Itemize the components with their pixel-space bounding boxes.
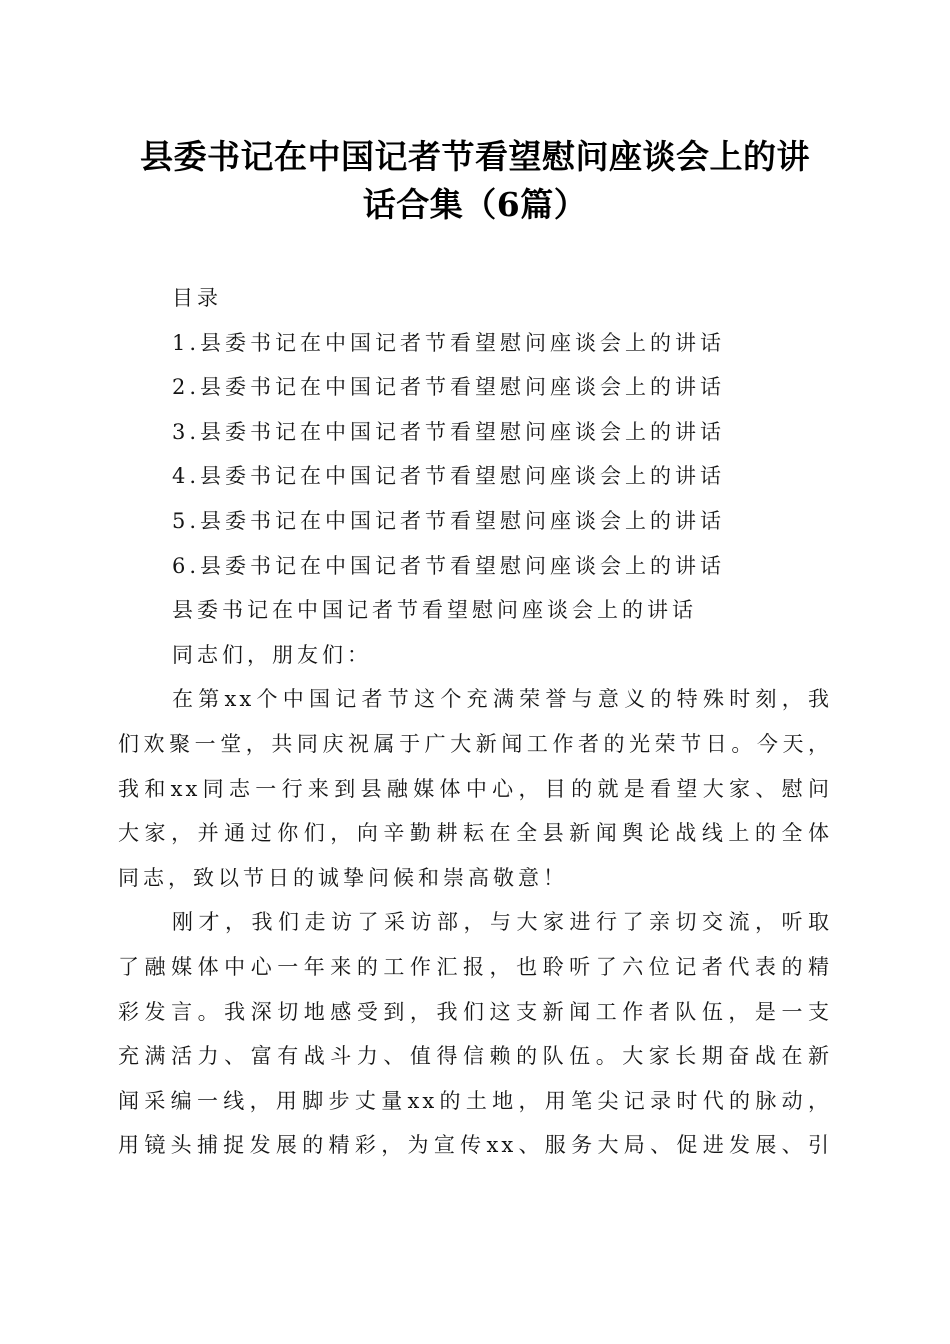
paragraph-line: 在第xx个中国记者节这个充满荣誉与意义的特殊时刻，我 (172, 687, 832, 712)
paragraph-line: 充满活力、富有战斗力、值得信赖的队伍。大家长期奋战在新 (118, 1044, 832, 1069)
toc-item-3: 3.县委书记在中国记者节看望慰问座谈会上的讲话 (172, 419, 726, 444)
paragraph-2 (118, 900, 832, 1168)
toc-item-6: 6.县委书记在中国记者节看望慰问座谈会上的讲话 (172, 553, 726, 578)
toc-item-1: 1.县委书记在中国记者节看望慰问座谈会上的讲话 (172, 330, 726, 355)
document-body (118, 276, 832, 1168)
document-title-line-1: 县委书记在中国记者节看望慰问座谈会上的讲 (140, 137, 810, 176)
paragraph-line: 用镜头捕捉发展的精彩，为宣传xx、服务大局、促进发展、引 (118, 1133, 832, 1158)
paragraph-1 (118, 677, 832, 900)
toc-item-5: 5.县委书记在中国记者节看望慰问座谈会上的讲话 (172, 508, 726, 533)
paragraph-line: 大家，并通过你们，向辛勤耕耘在全县新闻舆论战线上的全体 (118, 821, 832, 846)
paragraph-line: 闻采编一线，用脚步丈量xx的土地，用笔尖记录时代的脉动， (118, 1088, 832, 1113)
paragraph-line: 同志，致以节日的诚挚问候和崇高敬意！ (118, 865, 568, 890)
toc-heading: 目录 (172, 286, 222, 310)
document-title (118, 133, 832, 229)
speech-title: 县委书记在中国记者节看望慰问座谈会上的讲话 (172, 598, 697, 623)
paragraph-line: 我和xx同志一行来到县融媒体中心，目的就是看望大家、慰问 (118, 776, 832, 801)
toc-item-4: 4.县委书记在中国记者节看望慰问座谈会上的讲话 (172, 464, 726, 489)
paragraph-line: 彩发言。我深切地感受到，我们这支新闻工作者队伍，是一支 (118, 999, 832, 1024)
paragraph-line: 刚才，我们走访了采访部，与大家进行了亲切交流，听取 (172, 910, 832, 935)
table-of-contents (118, 321, 832, 589)
salutation: 同志们，朋友们： (172, 642, 372, 667)
paragraph-line: 了融媒体中心一年来的工作汇报，也聆听了六位记者代表的精 (118, 954, 832, 979)
paragraph-line: 们欢聚一堂，共同庆祝属于广大新闻工作者的光荣节日。今天， (118, 731, 832, 756)
toc-item-2: 2.县委书记在中国记者节看望慰问座谈会上的讲话 (172, 375, 726, 400)
document-title-line-2: 话合集（6篇） (362, 185, 588, 224)
